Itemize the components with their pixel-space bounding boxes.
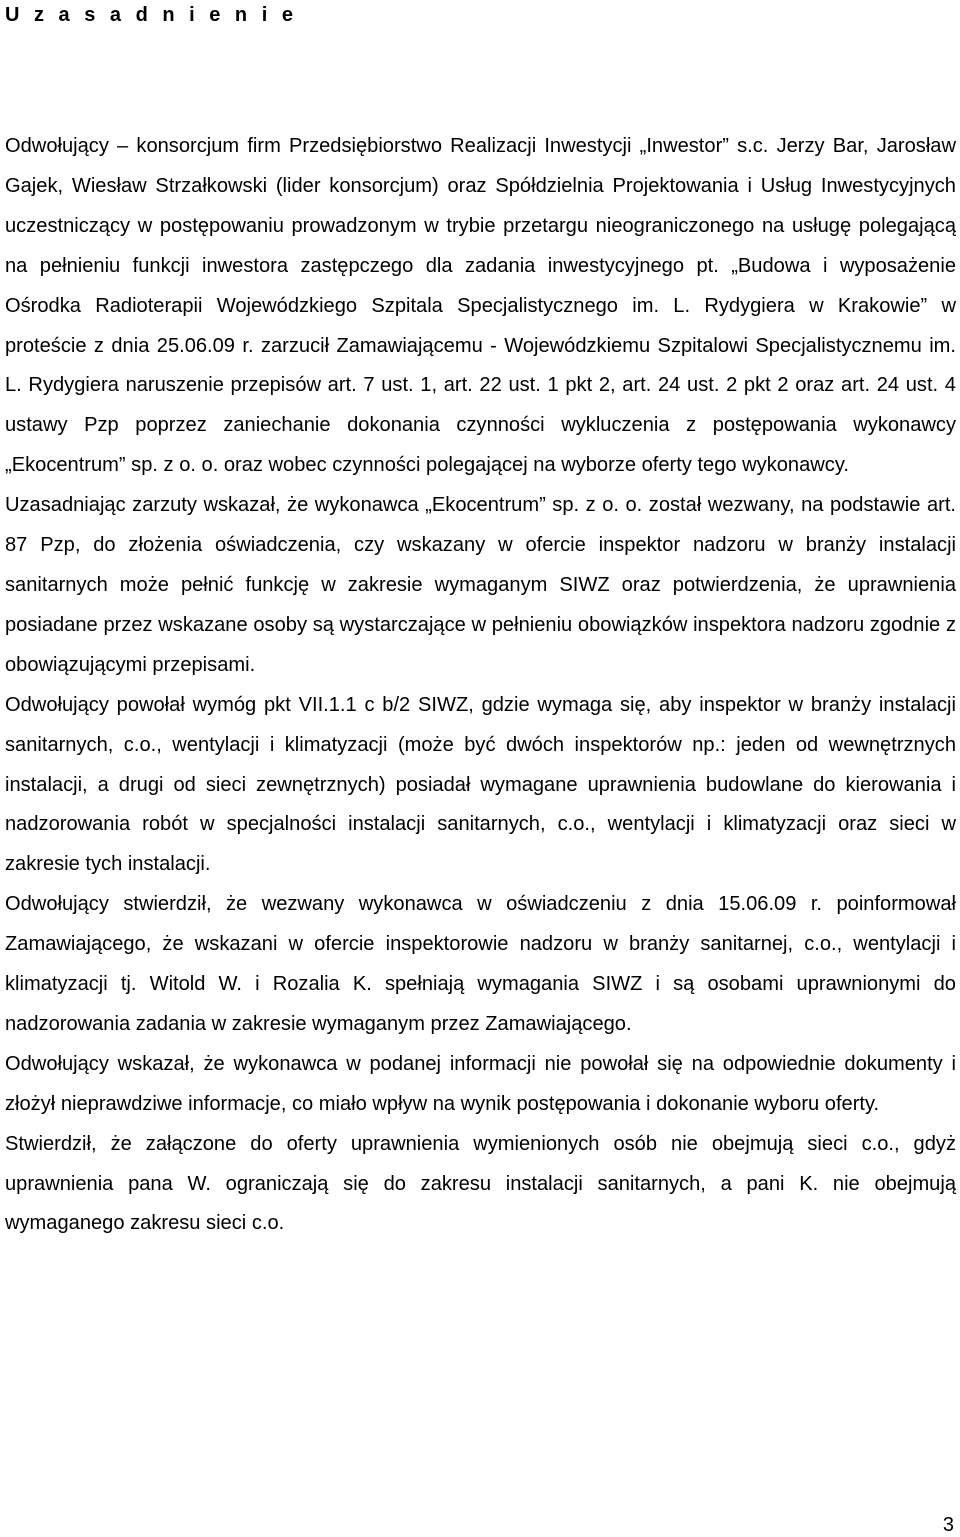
paragraph-justification: Uzasadniając zarzuty wskazał, że wykonawca „Ekocentrum” sp. z o. o. został wezwany, na podstawie art. 87 Pzp, do złożenia oświadczenia, czy wskazany w ofercie inspektor nadzoru w branży instalacji sanitarnych może pełnić funkcję w zakresie wymaganym SIWZ oraz potwierdzenia, że uprawnienia posiadane przez wskazane osoby są wystarczające w pełnieniu obowiązków inspektora nadzoru zgodnie z obowiązującymi przepisami.	[5, 494, 956, 676]
paragraph-qualifications-scope: Stwierdził, że załączone do oferty uprawnienia wymienionych osób nie obejmują sieci c.o., gdyż uprawnienia pana W. ograniczają się do zakresu instalacji sanitarnych, a pani K. nie obejmują wymaganego zakresu sieci c.o.	[5, 1132, 956, 1235]
paragraph-protest-summary: Odwołujący – konsorcjum firm Przedsiębiorstwo Realizacji Inwestycji „Inwestor” s.c. Jerzy Bar, Jarosław Gajek, Wiesław Strzałkowski (lider konsorcjum) oraz Spółdzielnia Projektowania i Usług Inwestycyjnych uczestniczący w postępowaniu prowadzonym w trybie przetargu nieograniczonego na usługę polegającą na pełnieniu funkcji inwestora zastępczego dla zadania inwestycyjnego pt. „Budowa i wyposażenie Ośrodka Radioterapii Wojewódzkiego Szpitala Specjalistycznego im. L. Rydygiera w Krakowie” w proteście z dnia 25.06.09 r. zarzucił Zamawiającemu - Wojewódzkiemu Szpitalowi Specjalistycznemu im. L. Rydygiera naruszenie przepisów art. 7 ust. 1, art. 22 ust. 1 pkt 2, art. 24 ust. 2 pkt 2 oraz art. 24 ust. 4 ustawy Pzp poprzez zaniechanie dokonania czynności wykluczenia z postępowania wykonawcy „Ekocentrum” sp. z o. o. oraz wobec czynności polegającej na wyborze oferty tego wykonawcy.	[5, 135, 956, 477]
paragraph-siwz-requirement: Odwołujący powołał wymóg pkt VII.1.1 c b/2 SIWZ, gdzie wymaga się, aby inspektor w branży instalacji sanitarnych, c.o., wentylacji i klimatyzacji (może być dwóch inspektorów np.: jeden od wewnętrznych instalacji, a drugi od sieci zewnętrznych) posiadał wymagane uprawnienia budowlane do kierowania i nadzorowania robót w specjalności instalacji sanitarnych, c.o., wentylacji i klimatyzacji oraz sieci w zakresie tych instalacji.	[5, 693, 956, 876]
page-number: 3	[942, 1514, 954, 1536]
document-body	[5, 127, 956, 1244]
paragraph-false-information: Odwołujący wskazał, że wykonawca w podanej informacji nie powołał się na odpowiednie dokumenty i złożył nieprawdziwe informacje, co miało wpływ na wynik postępowania i dokonanie wyboru oferty.	[5, 1052, 956, 1115]
document-heading: U z a s a d n i e n i e	[5, 4, 298, 26]
paragraph-contractor-statement: Odwołujący stwierdził, że wezwany wykonawca w oświadczeniu z dnia 15.06.09 r. poinformował Zamawiającego, że wskazani w ofercie inspektorowie nadzoru w branży sanitarnej, c.o., wentylacji i klimatyzacji tj. Witold W. i Rozalia K. spełniają wymagania SIWZ i są osobami uprawnionymi do nadzorowania zadania w zakresie wymaganym przez Zamawiającego.	[5, 893, 956, 1035]
